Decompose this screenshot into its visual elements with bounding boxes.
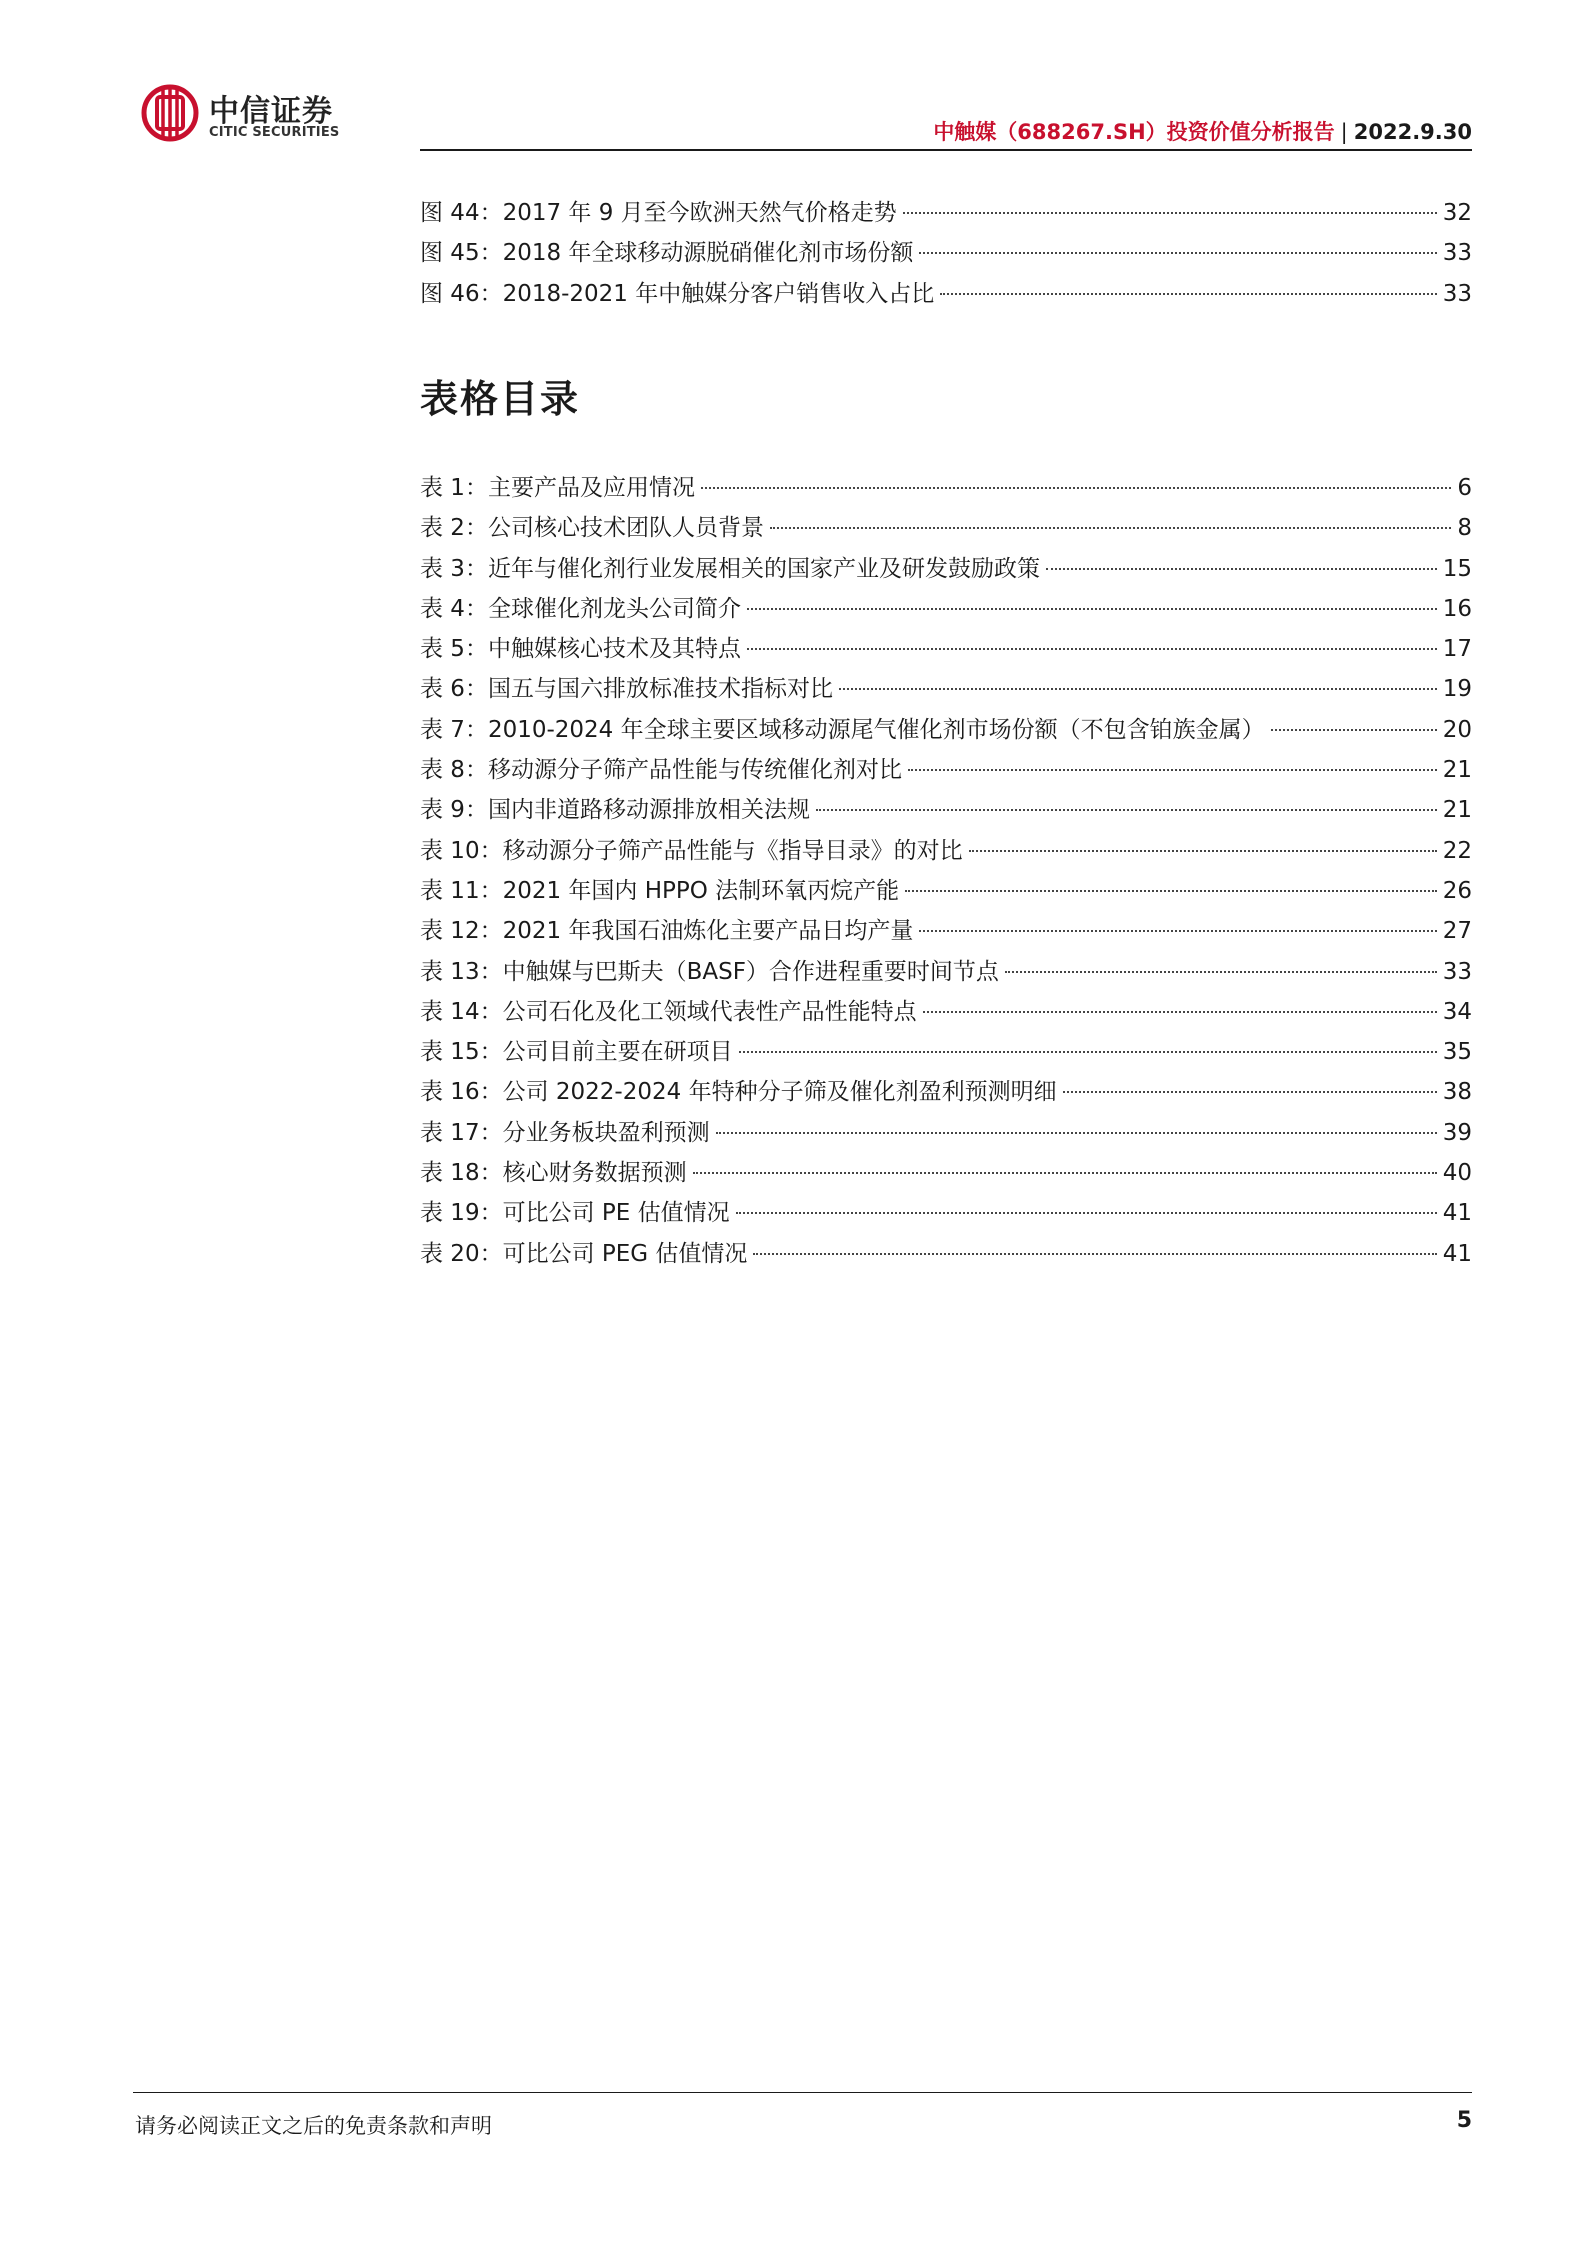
toc-entry-title[interactable]: 表 12：2021 年我国石油炼化主要产品日均产量 — [420, 918, 914, 945]
table-toc-entry[interactable] — [420, 630, 1472, 670]
toc-entry-page[interactable]: 35 — [1442, 1039, 1472, 1066]
toc-dot-leader — [919, 252, 1436, 254]
logo-chinese-name: 中信证券 — [209, 94, 333, 129]
table-toc-entry[interactable] — [420, 469, 1472, 509]
table-toc-entry[interactable] — [420, 590, 1472, 630]
toc-dot-leader — [1046, 568, 1437, 570]
tables-toc-heading: 表格目录 — [420, 377, 581, 421]
toc-dot-leader — [816, 809, 1437, 811]
toc-dot-leader — [716, 1132, 1437, 1134]
table-toc-entry[interactable] — [420, 1033, 1472, 1073]
page-header — [135, 78, 1472, 153]
toc-entry-page[interactable]: 8 — [1457, 515, 1472, 542]
toc-entry-title[interactable]: 表 8：移动源分子筛产品性能与传统催化剂对比 — [420, 757, 902, 784]
toc-dot-leader — [1271, 729, 1437, 731]
toc-entry-page[interactable]: 21 — [1442, 797, 1472, 824]
toc-entry-title[interactable]: 表 13：中触媒与巴斯夫（BASF）合作进程重要时间节点 — [420, 958, 999, 985]
table-toc-entry[interactable] — [420, 1194, 1472, 1234]
toc-entry-title[interactable]: 表 10：移动源分子筛产品性能与《指导目录》的对比 — [420, 837, 963, 864]
toc-dot-leader — [701, 487, 1451, 489]
toc-entry-title[interactable]: 表 7：2010-2024 年全球主要区域移动源尾气催化剂市场份额（不包含铂族金属） — [420, 716, 1265, 743]
table-toc-entry[interactable] — [420, 1154, 1472, 1194]
figure-toc-entry[interactable] — [420, 234, 1472, 274]
toc-entry-title[interactable]: 表 14：公司石化及化工领域代表性产品性能特点 — [420, 998, 917, 1025]
toc-entry-title[interactable]: 表 5：中触媒核心技术及其特点 — [420, 636, 741, 663]
toc-entry-title[interactable]: 表 2：公司核心技术团队人员背景 — [420, 515, 764, 542]
toc-entry-title[interactable]: 表 16：公司 2022-2024 年特种分子筛及催化剂盈利预测明细 — [420, 1079, 1057, 1106]
toc-entry-title[interactable]: 表 18：核心财务数据预测 — [420, 1160, 687, 1187]
toc-dot-leader — [739, 1051, 1437, 1053]
toc-dot-leader — [753, 1253, 1436, 1255]
toc-entry-title[interactable]: 表 9：国内非道路移动源排放相关法规 — [420, 797, 810, 824]
toc-entry-title[interactable]: 表 17：分业务板块盈利预测 — [420, 1119, 710, 1146]
toc-dot-leader — [940, 293, 1436, 295]
toc-entry-title[interactable]: 表 11：2021 年国内 HPPO 法制环氧丙烷产能 — [420, 877, 900, 904]
toc-dot-leader — [693, 1172, 1437, 1174]
toc-entry-page[interactable]: 39 — [1442, 1119, 1472, 1146]
toc-dot-leader — [747, 608, 1437, 610]
toc-dot-leader — [747, 648, 1437, 650]
table-toc-entry[interactable] — [420, 832, 1472, 872]
toc-entry-title[interactable]: 图 45：2018 年全球移动源脱硝催化剂市场份额 — [420, 240, 914, 267]
toc-dot-leader — [923, 1011, 1437, 1013]
report-title-text: 中触媒（688267.SH）投资价值分析报告 — [933, 120, 1335, 144]
table-toc-entry[interactable] — [420, 1073, 1472, 1113]
toc-entry-page[interactable]: 6 — [1457, 475, 1472, 501]
figure-toc-entry[interactable] — [420, 275, 1472, 315]
toc-dot-leader — [736, 1212, 1437, 1214]
toc-entry-page[interactable]: 17 — [1442, 636, 1472, 663]
footer-divider — [133, 2092, 1472, 2093]
table-toc-entry[interactable] — [420, 953, 1472, 993]
citic-logo — [141, 84, 401, 144]
toc-entry-page[interactable]: 40 — [1442, 1160, 1472, 1187]
toc-entry-title[interactable]: 表 4：全球催化剂龙头公司简介 — [420, 595, 741, 622]
report-date: 2022.9.30 — [1353, 120, 1472, 144]
table-toc-entry[interactable] — [420, 912, 1472, 952]
logo-english-name: CITIC SECURITIES — [209, 125, 340, 140]
tables-toc — [420, 469, 1472, 1275]
toc-entry-page[interactable]: 33 — [1442, 240, 1472, 267]
toc-entry-page[interactable]: 21 — [1442, 757, 1472, 784]
table-toc-entry[interactable] — [420, 751, 1472, 791]
toc-entry-page[interactable]: 32 — [1442, 200, 1472, 226]
toc-entry-page[interactable]: 26 — [1442, 877, 1472, 904]
toc-entry-title[interactable]: 图 44：2017 年 9 月至今欧洲天然气价格走势 — [420, 200, 897, 226]
toc-entry-title[interactable]: 表 3：近年与催化剂行业发展相关的国家产业及研发鼓励政策 — [420, 555, 1040, 582]
title-separator: | — [1340, 120, 1348, 144]
toc-dot-leader — [839, 688, 1437, 690]
toc-dot-leader — [903, 212, 1437, 214]
toc-entry-page[interactable]: 22 — [1442, 837, 1472, 864]
toc-dot-leader — [770, 527, 1451, 529]
figure-toc-entry[interactable] — [420, 194, 1472, 234]
toc-entry-page[interactable]: 41 — [1442, 1200, 1472, 1227]
toc-entry-page[interactable]: 15 — [1442, 555, 1472, 582]
table-toc-entry[interactable] — [420, 872, 1472, 912]
page-number: 5 — [1456, 2108, 1472, 2133]
citic-logo-icon — [141, 84, 199, 142]
toc-entry-title[interactable]: 表 1：主要产品及应用情况 — [420, 475, 695, 501]
toc-entry-page[interactable]: 20 — [1442, 716, 1472, 743]
toc-dot-leader — [919, 930, 1436, 932]
report-title — [933, 116, 1472, 146]
toc-entry-title[interactable]: 图 46：2018-2021 年中触媒分客户销售收入占比 — [420, 280, 935, 307]
toc-entry-title[interactable]: 表 15：公司目前主要在研项目 — [420, 1039, 733, 1066]
toc-dot-leader — [908, 769, 1437, 771]
table-toc-entry[interactable] — [420, 509, 1472, 549]
toc-entry-title[interactable]: 表 6：国五与国六排放标准技术指标对比 — [420, 676, 833, 703]
header-divider — [420, 149, 1472, 151]
toc-entry-page[interactable]: 33 — [1442, 958, 1472, 985]
toc-entry-page[interactable]: 34 — [1442, 998, 1472, 1025]
toc-entry-title[interactable]: 表 20：可比公司 PEG 估值情况 — [420, 1240, 748, 1267]
table-toc-entry[interactable] — [420, 1114, 1472, 1154]
toc-entry-page[interactable]: 19 — [1442, 676, 1472, 703]
toc-dot-leader — [969, 850, 1437, 852]
toc-entry-page[interactable]: 16 — [1442, 595, 1472, 622]
toc-entry-page[interactable]: 27 — [1442, 918, 1472, 945]
toc-entry-page[interactable]: 33 — [1442, 280, 1472, 307]
disclaimer-note: 请务必阅读正文之后的免责条款和声明 — [135, 2114, 492, 2138]
toc-dot-leader — [1005, 971, 1437, 973]
toc-entry-page[interactable]: 41 — [1442, 1240, 1472, 1267]
table-toc-entry[interactable] — [420, 1235, 1472, 1275]
table-toc-entry[interactable] — [420, 550, 1472, 590]
toc-dot-leader — [905, 890, 1437, 892]
toc-entry-page[interactable]: 38 — [1442, 1079, 1472, 1106]
table-toc-entry[interactable] — [420, 791, 1472, 831]
figures-toc — [420, 194, 1472, 315]
toc-entry-title[interactable]: 表 19：可比公司 PE 估值情况 — [420, 1200, 730, 1227]
table-toc-entry[interactable] — [420, 711, 1472, 751]
table-toc-entry[interactable] — [420, 993, 1472, 1033]
table-toc-entry[interactable] — [420, 670, 1472, 710]
toc-dot-leader — [1063, 1091, 1437, 1093]
